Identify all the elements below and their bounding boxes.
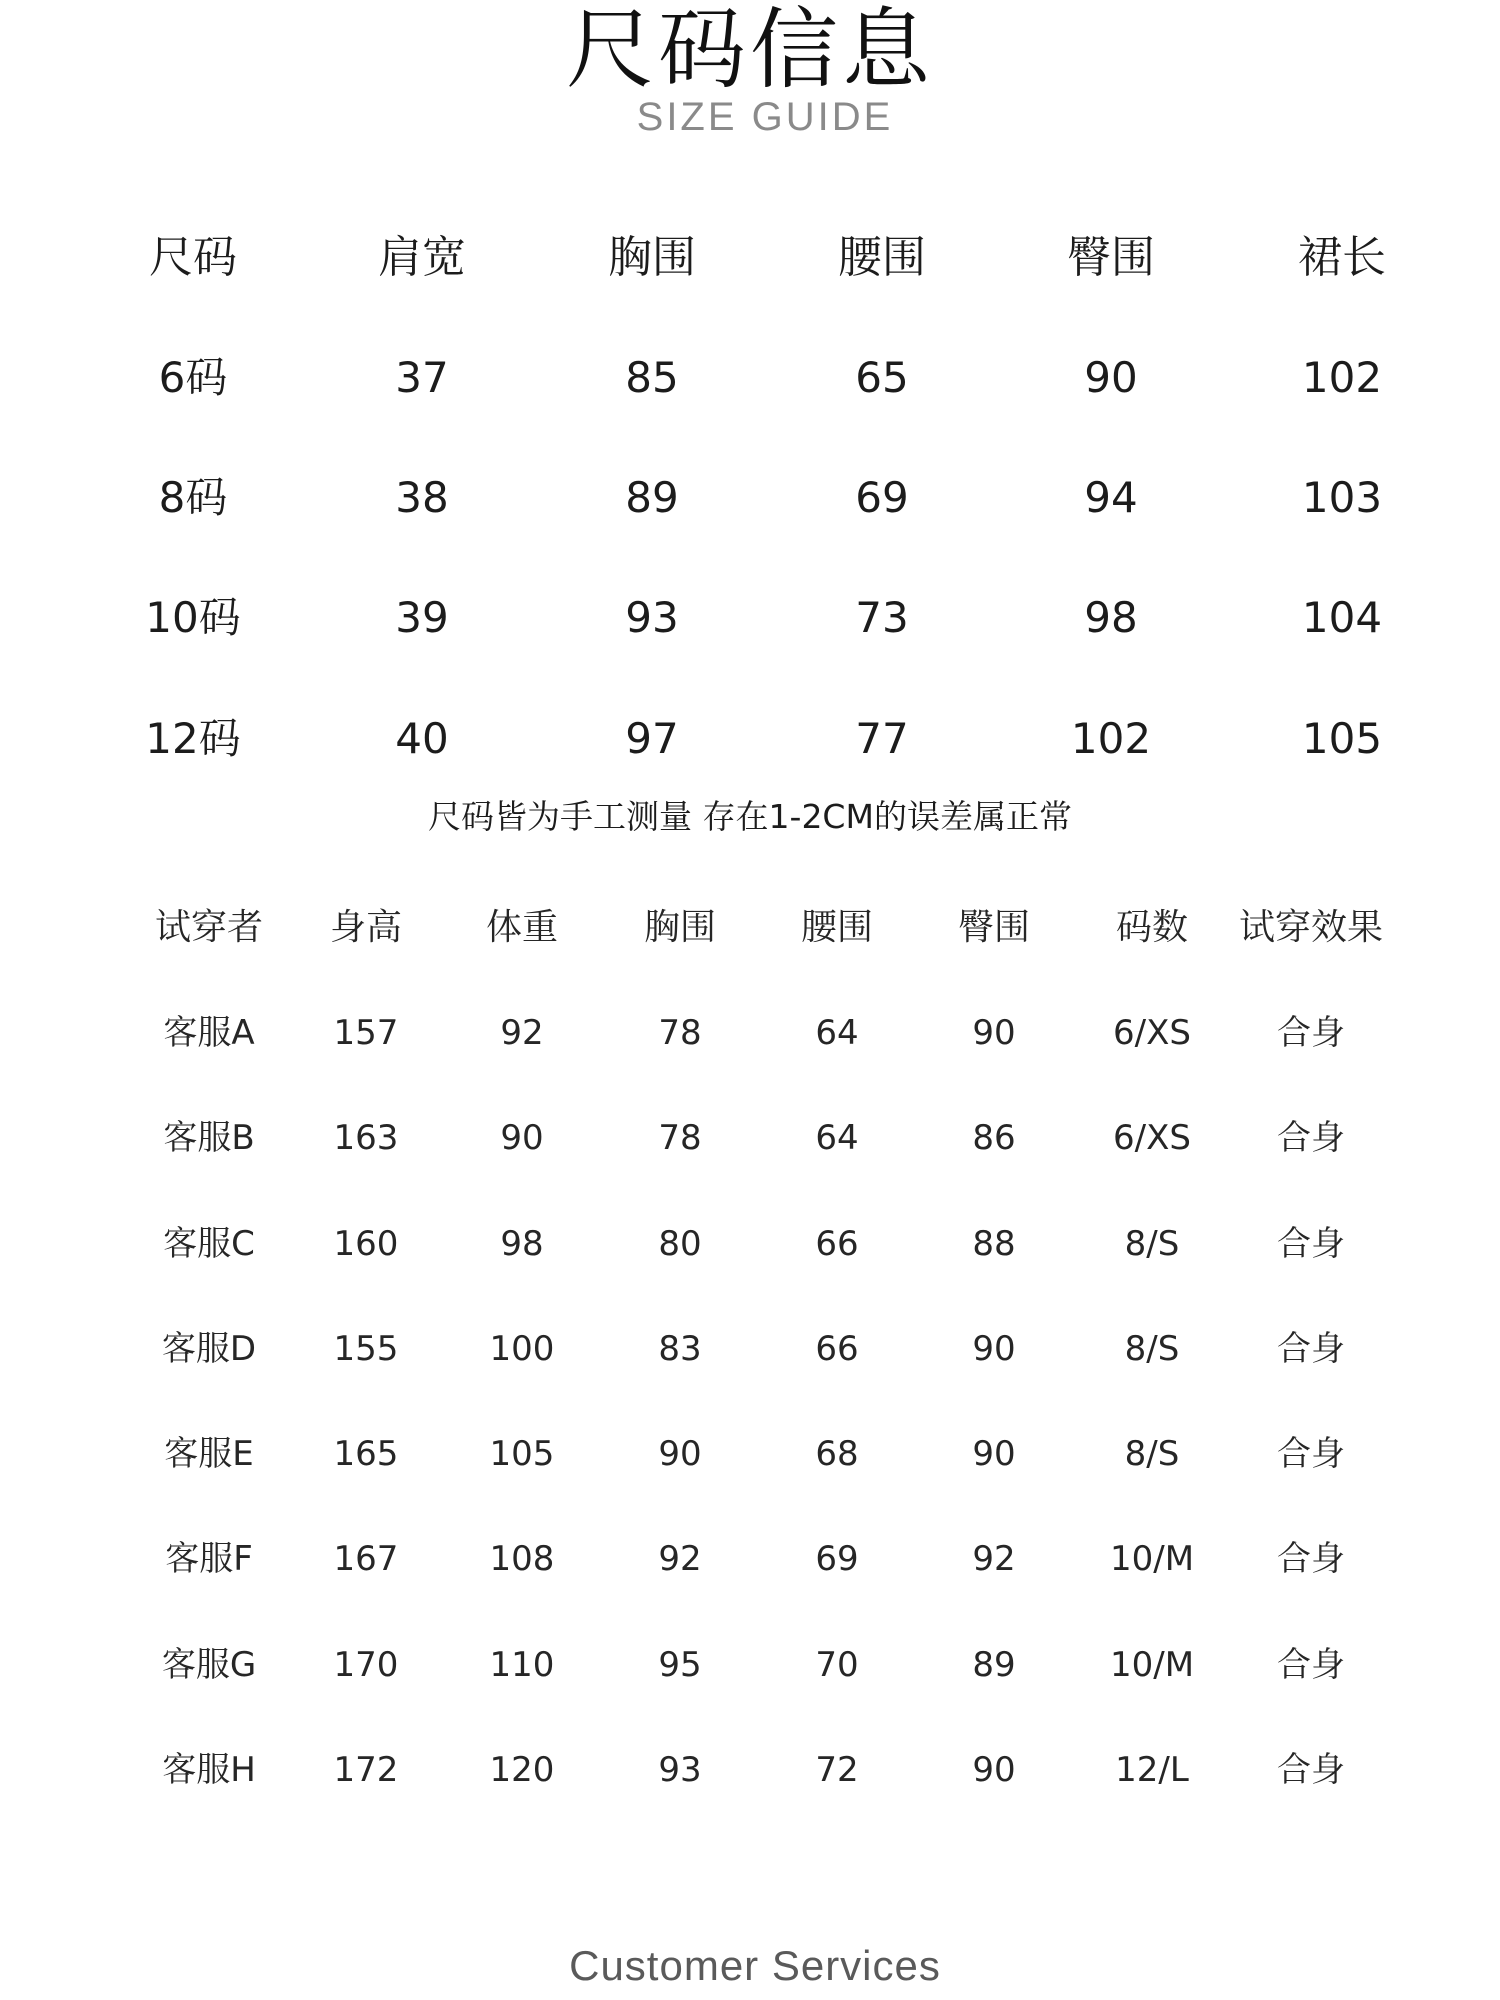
- table-cell: 客服G: [161, 1645, 257, 1685]
- table-cell: 客服C: [163, 1224, 255, 1264]
- table-cell: 92: [658, 1539, 702, 1579]
- table-cell: 92: [972, 1539, 1016, 1579]
- table-cell: 6码: [158, 353, 228, 402]
- page-title: 尺码信息: [565, 0, 934, 101]
- table-row: [0, 1637, 1500, 1693]
- table-cell: 合身: [1277, 1013, 1345, 1053]
- table-cell: 70: [815, 1645, 859, 1685]
- column-header: 腰围: [838, 232, 926, 283]
- table-cell: 合身: [1277, 1645, 1345, 1685]
- table-cell: 167: [333, 1539, 399, 1579]
- measurement-note: 尺码皆为手工测量 存在1-2CM的误差属正常: [428, 797, 1072, 836]
- table-cell: 合身: [1277, 1750, 1345, 1790]
- table-row: [0, 709, 1500, 769]
- table-cell: 86: [972, 1118, 1016, 1158]
- table-row: [0, 1216, 1500, 1272]
- table-cell: 110: [489, 1645, 555, 1685]
- footer-customer-services: Customer Services: [569, 1942, 941, 1989]
- table-row: [0, 1426, 1500, 1482]
- table-header-row: [0, 228, 1500, 288]
- table-cell: 97: [625, 714, 679, 763]
- table-cell: 72: [815, 1750, 859, 1790]
- table-cell: 90: [972, 1750, 1016, 1790]
- table-cell: 8/S: [1124, 1434, 1180, 1474]
- column-header: 试穿效果: [1238, 907, 1384, 948]
- table-cell: 100: [489, 1329, 555, 1369]
- table-cell: 65: [855, 353, 909, 402]
- table-cell: 77: [855, 714, 909, 763]
- table-cell: 客服F: [165, 1539, 253, 1579]
- column-header: 裙长: [1298, 232, 1386, 283]
- table-cell: 85: [625, 353, 679, 402]
- table-cell: 90: [972, 1434, 1016, 1474]
- table-cell: 157: [333, 1013, 399, 1053]
- table-cell: 103: [1301, 473, 1383, 522]
- table-cell: 172: [333, 1750, 399, 1790]
- column-header: 身高: [329, 907, 403, 948]
- table-cell: 68: [815, 1434, 859, 1474]
- table-cell: 合身: [1277, 1329, 1345, 1369]
- table-cell: 6/XS: [1113, 1118, 1191, 1158]
- table-cell: 客服B: [163, 1118, 255, 1158]
- table-cell: 120: [489, 1750, 555, 1790]
- column-header: 胸围: [643, 907, 717, 948]
- table-cell: 155: [333, 1329, 399, 1369]
- column-header: 肩宽: [378, 232, 466, 283]
- table-cell: 88: [972, 1224, 1016, 1264]
- table-cell: 8/S: [1124, 1329, 1180, 1369]
- table-cell: 客服H: [162, 1750, 256, 1790]
- table-cell: 104: [1301, 593, 1383, 642]
- table-cell: 93: [625, 593, 679, 642]
- table-cell: 66: [815, 1329, 859, 1369]
- table-cell: 客服D: [161, 1329, 257, 1369]
- table-cell: 80: [658, 1224, 702, 1264]
- table-cell: 160: [333, 1224, 399, 1264]
- table-cell: 10/M: [1109, 1645, 1195, 1685]
- table-cell: 163: [333, 1118, 399, 1158]
- table-cell: 105: [489, 1434, 555, 1474]
- table-row: [0, 1531, 1500, 1587]
- column-header: 胸围: [608, 232, 696, 283]
- table-cell: 108: [489, 1539, 555, 1579]
- table-cell: 94: [1084, 473, 1138, 522]
- table-cell: 90: [1084, 353, 1138, 402]
- table-row: [0, 348, 1500, 408]
- table-row: [0, 588, 1500, 648]
- table-cell: 客服A: [163, 1013, 255, 1053]
- table-cell: 38: [395, 473, 449, 522]
- table-row: [0, 468, 1500, 528]
- table-cell: 98: [1084, 593, 1138, 642]
- table-cell: 165: [333, 1434, 399, 1474]
- table-cell: 64: [815, 1013, 859, 1053]
- column-header: 臀围: [957, 907, 1031, 948]
- table-cell: 37: [395, 353, 449, 402]
- table-cell: 78: [658, 1118, 702, 1158]
- table-cell: 合身: [1277, 1539, 1345, 1579]
- table-cell: 92: [500, 1013, 544, 1053]
- column-header: 码数: [1115, 907, 1189, 948]
- table-header-row: [0, 900, 1500, 956]
- table-row: [0, 1110, 1500, 1166]
- table-cell: 98: [500, 1224, 544, 1264]
- table-cell: 8/S: [1124, 1224, 1180, 1264]
- column-header: 臀围: [1067, 232, 1155, 283]
- table-cell: 102: [1301, 353, 1383, 402]
- table-cell: 90: [972, 1013, 1016, 1053]
- table-cell: 69: [815, 1539, 859, 1579]
- table-cell: 93: [658, 1750, 702, 1790]
- table-row: [0, 1321, 1500, 1377]
- table-row: [0, 1742, 1500, 1798]
- table-cell: 95: [658, 1645, 702, 1685]
- table-cell: 105: [1301, 714, 1383, 763]
- table-cell: 合身: [1277, 1434, 1345, 1474]
- table-cell: 8码: [158, 473, 228, 522]
- table-cell: 客服E: [164, 1434, 254, 1474]
- table-cell: 10码: [145, 593, 241, 642]
- column-header: 体重: [485, 907, 559, 948]
- table-cell: 170: [333, 1645, 399, 1685]
- table-cell: 73: [855, 593, 909, 642]
- table-cell: 40: [395, 714, 449, 763]
- page-subtitle: SIZE GUIDE: [636, 95, 894, 139]
- table-cell: 6/XS: [1113, 1013, 1191, 1053]
- table-row: [0, 1005, 1500, 1061]
- table-cell: 90: [658, 1434, 702, 1474]
- table-cell: 64: [815, 1118, 859, 1158]
- table-cell: 10/M: [1109, 1539, 1195, 1579]
- table-cell: 90: [972, 1329, 1016, 1369]
- table-cell: 90: [500, 1118, 544, 1158]
- table-cell: 89: [625, 473, 679, 522]
- table-cell: 合身: [1277, 1118, 1345, 1158]
- table-cell: 69: [855, 473, 909, 522]
- table-cell: 39: [395, 593, 449, 642]
- table-cell: 66: [815, 1224, 859, 1264]
- table-cell: 78: [658, 1013, 702, 1053]
- table-cell: 12码: [145, 714, 241, 763]
- table-cell: 12/L: [1115, 1750, 1189, 1790]
- table-cell: 83: [658, 1329, 702, 1369]
- table-cell: 102: [1070, 714, 1152, 763]
- column-header: 尺码: [149, 232, 237, 283]
- column-header: 试穿者: [154, 907, 264, 948]
- table-cell: 合身: [1277, 1224, 1345, 1264]
- column-header: 腰围: [800, 907, 874, 948]
- table-cell: 89: [972, 1645, 1016, 1685]
